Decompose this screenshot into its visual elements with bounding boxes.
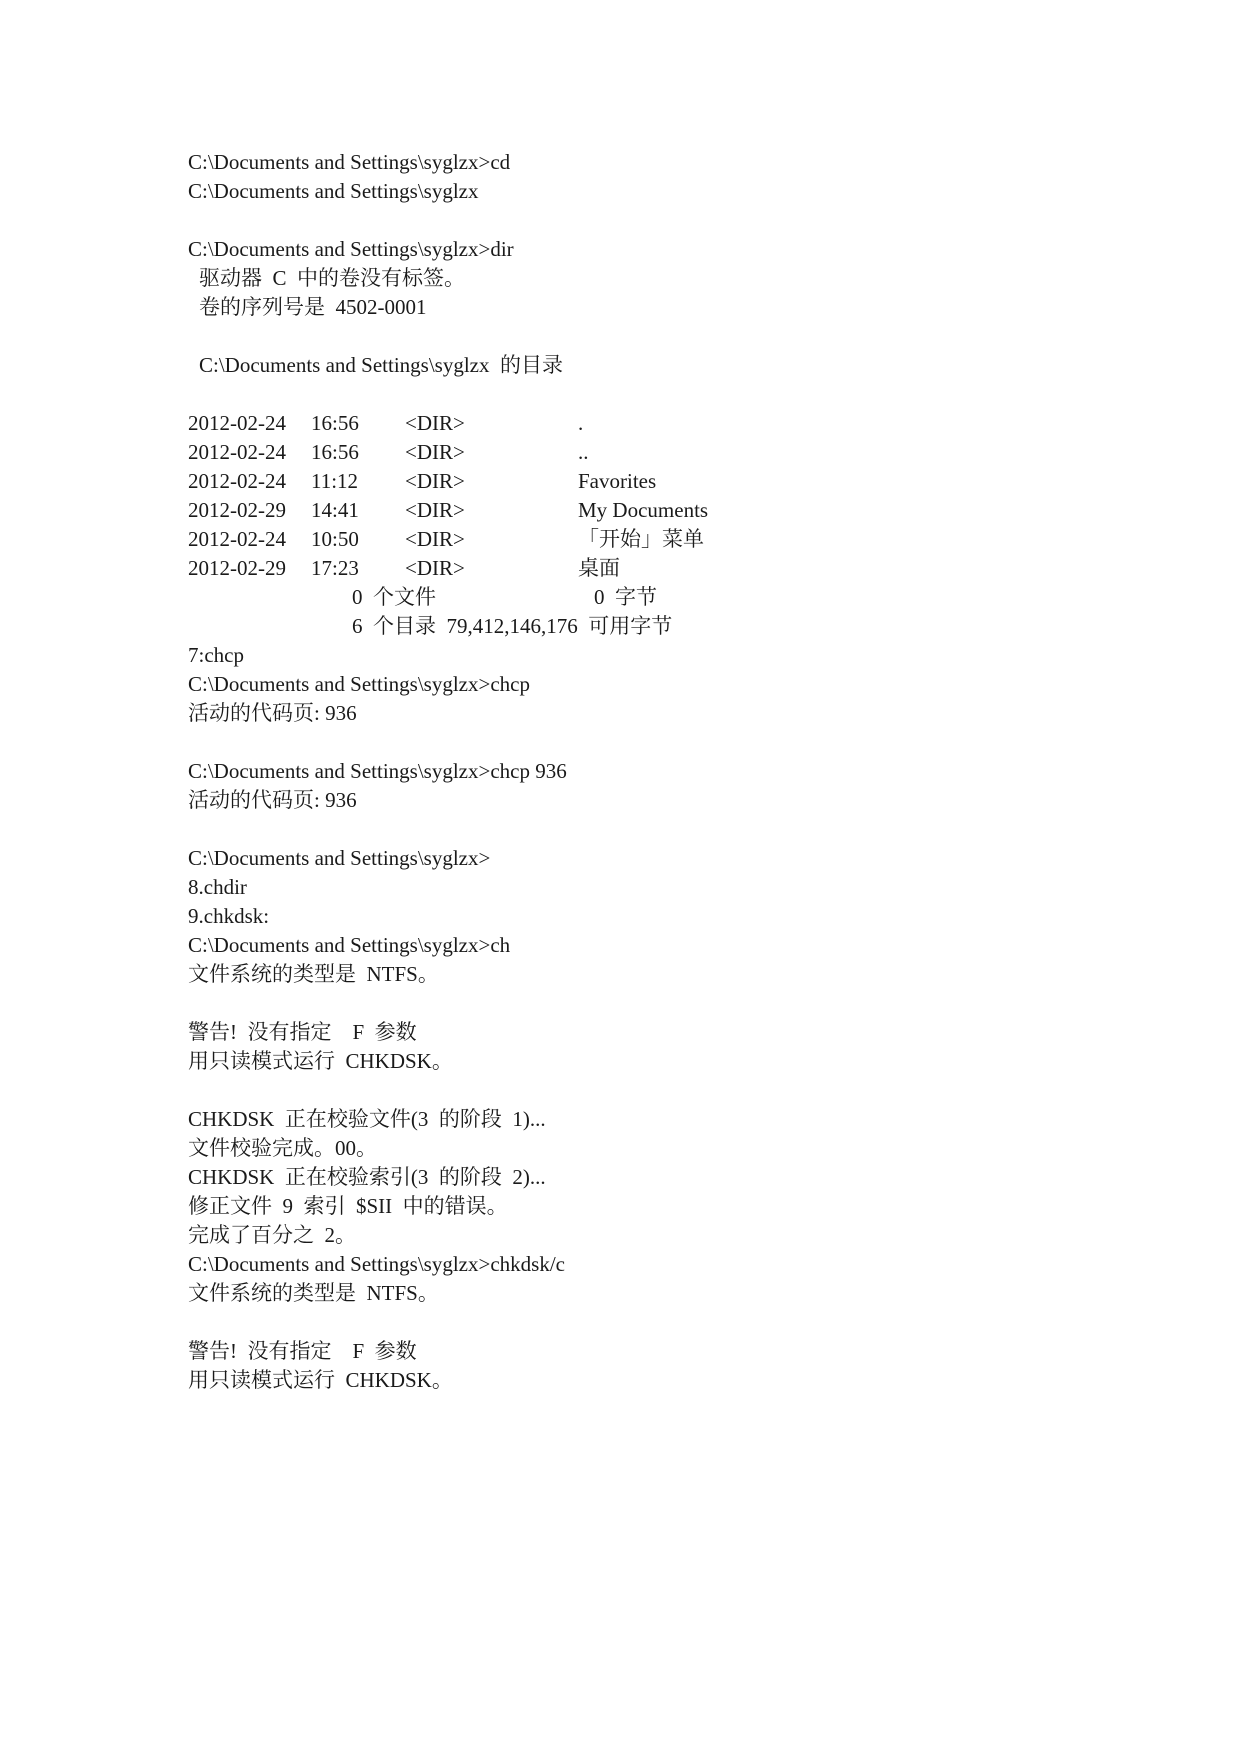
entry-name: . xyxy=(578,411,584,435)
section-heading: 9.chkdsk: xyxy=(188,904,270,928)
command-line: C:\Documents and Settings\syglzx>ch xyxy=(188,933,511,957)
warning-line: 警告! 没有指定 F 参数 xyxy=(188,1020,417,1044)
entry-type: <DIR> xyxy=(405,498,465,522)
command-line: C:\Documents and Settings\syglzx>chkdsk/c xyxy=(188,1252,565,1276)
output-line: CHKDSK 正在校验文件(3 的阶段 1)... xyxy=(188,1107,546,1131)
entry-type: <DIR> xyxy=(405,469,465,493)
dir-entry xyxy=(188,527,888,551)
entry-time: 10:50 xyxy=(311,527,359,551)
output-line: 活动的代码页: 936 xyxy=(188,788,357,812)
output-line: 文件系统的类型是 NTFS。 xyxy=(188,962,439,986)
output-line: 驱动器 C 中的卷没有标签。 xyxy=(199,266,466,290)
entry-time: 17:23 xyxy=(311,556,359,580)
output-line: 修正文件 9 索引 $SII 中的错误。 xyxy=(188,1194,508,1218)
dir-entry xyxy=(188,440,888,464)
entry-name: My Documents xyxy=(578,498,709,522)
command-line: C:\Documents and Settings\syglzx>dir xyxy=(188,237,514,261)
section-heading: 7:chcp xyxy=(188,643,244,667)
entry-type: <DIR> xyxy=(405,440,465,464)
dir-entry xyxy=(188,498,888,522)
output-line: 活动的代码页: 936 xyxy=(188,701,357,725)
output-line: 文件系统的类型是 NTFS。 xyxy=(188,1281,439,1305)
output-line: 文件校验完成。00。 xyxy=(188,1136,377,1160)
dir-count-summary xyxy=(188,614,888,638)
output-line: 用只读模式运行 CHKDSK。 xyxy=(188,1368,453,1392)
warning-line: 警告! 没有指定 F 参数 xyxy=(188,1339,417,1363)
dir-count: 6 个目录 79,412,146,176 可用字节 xyxy=(352,614,673,638)
output-line: C:\Documents and Settings\syglzx xyxy=(188,179,479,203)
file-bytes: 0 字节 xyxy=(594,585,657,609)
entry-type: <DIR> xyxy=(405,527,465,551)
entry-name: 「开始」菜单 xyxy=(578,527,704,551)
entry-time: 16:56 xyxy=(311,440,359,464)
entry-type: <DIR> xyxy=(405,556,465,580)
entry-date: 2012-02-24 xyxy=(188,469,286,493)
command-line: C:\Documents and Settings\syglzx>cd xyxy=(188,150,511,174)
entry-date: 2012-02-24 xyxy=(188,440,286,464)
entry-time: 11:12 xyxy=(311,469,359,493)
command-line: C:\Documents and Settings\syglzx>chcp 936 xyxy=(188,759,567,783)
dir-entry xyxy=(188,556,888,580)
entry-time: 14:41 xyxy=(311,498,359,522)
output-line: 用只读模式运行 CHKDSK。 xyxy=(188,1049,453,1073)
dir-entry xyxy=(188,469,888,493)
entry-name: Favorites xyxy=(578,469,657,493)
section-heading: 8.chdir xyxy=(188,875,247,899)
entry-time: 16:56 xyxy=(311,411,359,435)
file-count: 0 个文件 xyxy=(352,585,436,609)
dir-entry xyxy=(188,411,888,435)
file-count-summary xyxy=(188,585,888,609)
entry-type: <DIR> xyxy=(405,411,465,435)
entry-date: 2012-02-24 xyxy=(188,411,286,435)
entry-date: 2012-02-29 xyxy=(188,556,286,580)
entry-date: 2012-02-24 xyxy=(188,527,286,551)
entry-date: 2012-02-29 xyxy=(188,498,286,522)
output-line: CHKDSK 正在校验索引(3 的阶段 2)... xyxy=(188,1165,546,1189)
command-line: C:\Documents and Settings\syglzx>chcp xyxy=(188,672,530,696)
command-line: C:\Documents and Settings\syglzx> xyxy=(188,846,491,870)
entry-name: 桌面 xyxy=(578,556,620,580)
directory-heading: C:\Documents and Settings\syglzx 的目录 xyxy=(199,353,563,377)
output-line: 卷的序列号是 4502-0001 xyxy=(199,295,427,319)
entry-name: .. xyxy=(578,440,589,464)
output-line: 完成了百分之 2。 xyxy=(188,1223,356,1247)
